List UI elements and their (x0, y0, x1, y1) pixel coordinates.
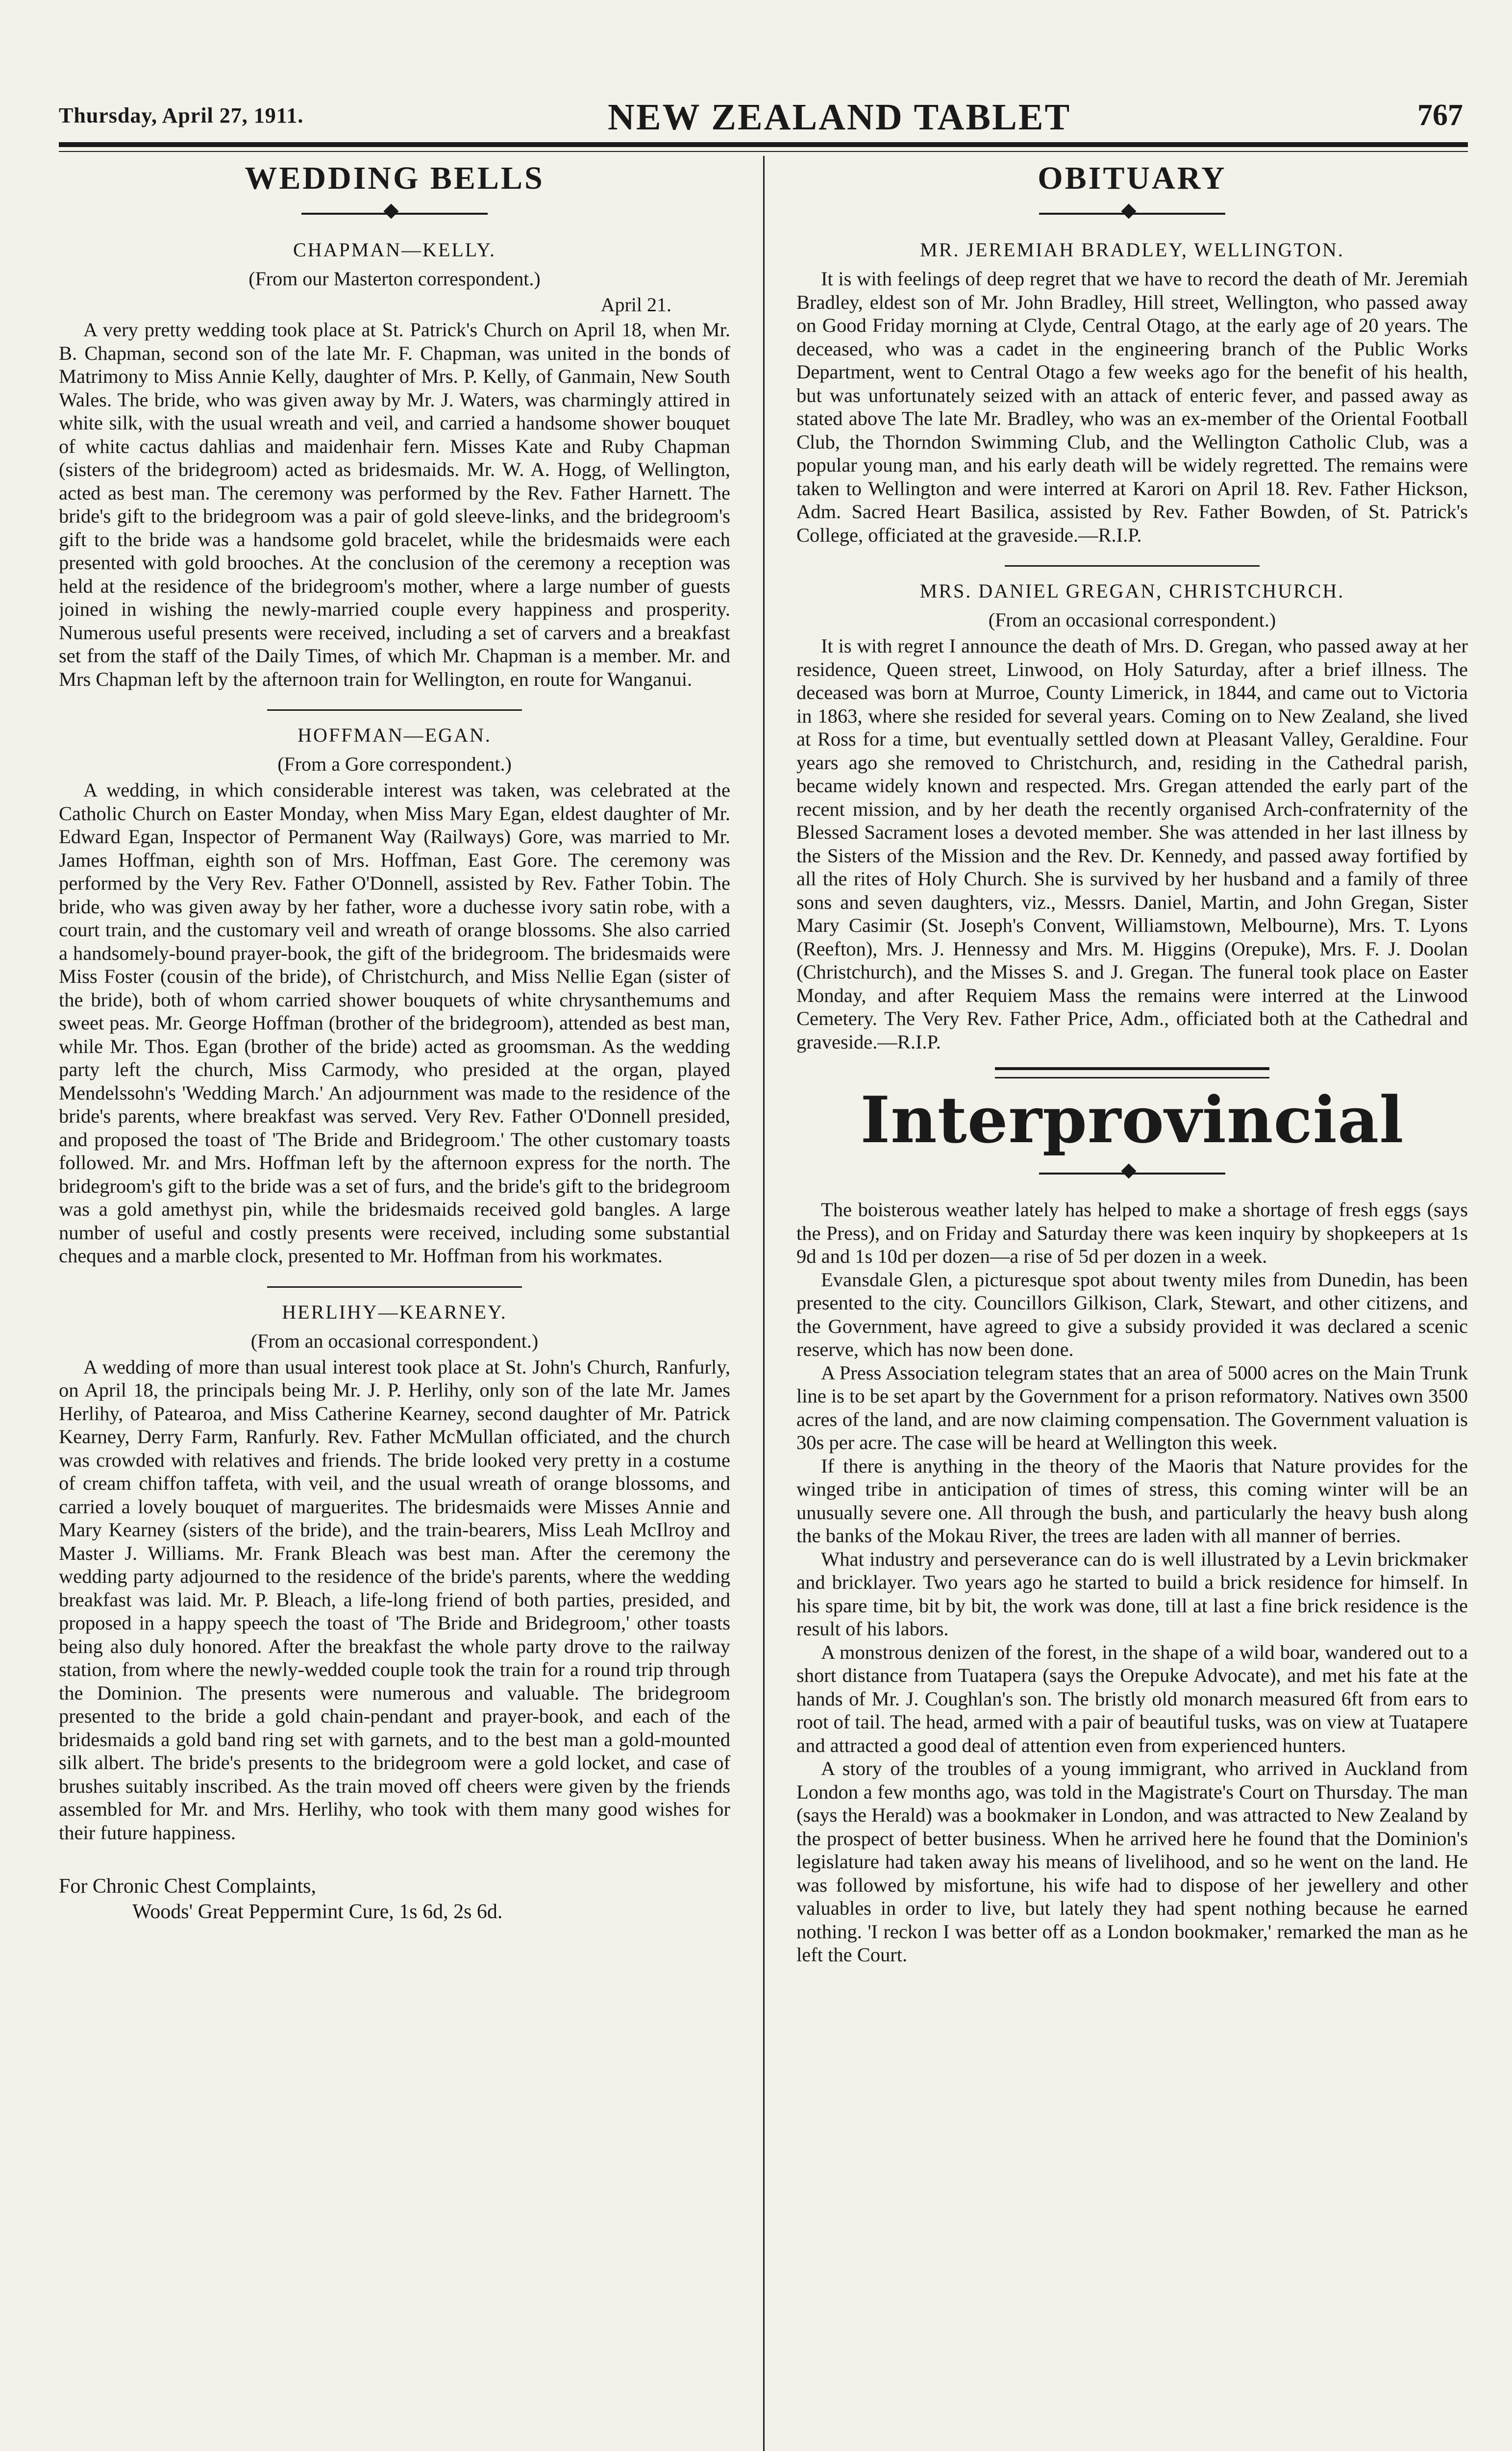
news-paragraph: What industry and perseverance can do is well illustrated by a Levin brickmaker and bricklayer. Two years ago he started to build a brick residence for himself. In his spare time, bit by bit, the work was done, till at last a fine brick residence is the result of his labors. (796, 1548, 1468, 1640)
page-number: 767 (1417, 99, 1463, 132)
article-separator (267, 709, 522, 711)
news-paragraph: A monstrous denizen of the forest, in the shape of a wild boar, wandered out to a short distance from Tuatapera (says the Orepuke Advocate), and met his fate at the hands of Mr. J. Coughlan's son. The bristly old monarch measured 6ft from ears to root of tail. The head, armed with a pair of beautiful tusks, was on view at Tuatapere and attracted a good deal of attention even from experienced hunters. (796, 1641, 1468, 1756)
article-byline: (From an occasional correspondent.) (250, 1329, 539, 1352)
advert-line-2: Woods' Great Peppermint Cure, 1s 6d, 2s 6d. (132, 1901, 503, 1923)
article-body: A wedding, in which considerable interest was taken, was celebrated at the Catholic Church on Easter Monday, when Miss Mary Egan, eldest daughter of Mr. Edward Egan, Inspector of Permanent Way (Railways) Gore, was married to Mr. James Hoffman, eighth son of Mrs. Hoffman, East Gore. The ceremony was performed by the Very Rev. Father O'Donnell, assisted by Rev. Father Tobin. The bride, who was given away by her father, wore a duchesse ivory satin robe, with a court train, and the customary veil and wreath of orange blossoms. She also carried a handsomely-bound prayer-book, the gift of the bridegroom. The bridesmaids were Miss Foster (cousin of the bride), of Christchurch, and Miss Nellie Egan (sister of the bride), both of whom carried shower bouquets of white chrysanthemums and sweet peas. Mr. George Hoffman (brother of the bridegroom), attended as best man, while Mr. Thos. Egan (brother of the bride) acted as groomsman. As the wedding party left the church, Miss Carmody, who presided at the organ, played Mendelssohn's 'Wedding March.' An adjournment was made to the residence of the bride's parents, where breakfast was served. Very Rev. Father O'Donnell presided, and proposed the toast of 'The Bride and Bridegroom.' The other customary toasts followed. Mr. and Mrs. Hoffman left by the afternoon express for the north. The bridegroom's gift to the bride was a set of furs, and the bride's gift to the bridegroom was a gold amethyst pin, while the bridesmaids received gold bangles. A large number of useful and costly presents were received, including some substantial cheques and a marble clock, presented to Mr. Hoffman from his workmates. (59, 779, 730, 1267)
article-separator (1005, 565, 1260, 567)
article-body: A very pretty wedding took place at St. Patrick's Church on April 18, when Mr. B. Chapman, second son of the late Mr. F. Chapman, was united in the bonds of Matrimony to Miss Annie Kelly, daughter of Mrs. P. Kelly, of Ganmain, New South Wales. The bride, who was given away by Mr. J. Waters, was charmingly attired in white silk, with the usual wreath and veil, and carried a handsome shower bouquet of white cactus dahlias and maidenhair fern. Misses Kate and Ruby Chapman (sisters of the bridegroom) acted as bridesmaids. Mr. W. A. Hogg, of Wellington, acted as best man. The ceremony was performed by the Rev. Father Harnett. The bride's gift to the bridegroom was a pair of gold sleeve-links, and the bridegroom's gift to the bride was a handsome gold bracelet, while the bridesmaids were each presented with gold brooches. At the conclusion of the ceremony a reception was held at the residence of the bridegroom's mother, where a large number of guests joined in wishing the newly-married couple every happiness and prosperity. Numerous useful presents were received, including a set of carvers and a breakfast set from the staff of the Daily Times, of which Mr. Chapman is a member. Mr. and Mrs Chapman left by the afternoon train for Wellington, en route for Wanganui. (59, 319, 730, 690)
article-byline: (From a Gore correspondent.) (277, 753, 512, 775)
wedding-bells-title: WEDDING BELLS (245, 160, 545, 196)
article-body: It is with regret I announce the death of Mrs. D. Gregan, who passed away at her residence, Queen street, Linwood, on Holy Saturday, after a brief illness. The deceased was born at Murroe, County Limerick, in 1844, and came out to Victoria in 1863, where she resided for several years. Coming on to New Zealand, she lived at Ross for a time, but eventually settled down at Pleasant Valley, Geraldine. Four years ago she removed to Christchurch, and, residing in the Cathedral parish, became widely known and respected. Mrs. Gregan attended the early part of the recent mission, and by her death the recently organised Arch-confraternity of the Blessed Sacrament loses a devoted member. She was attended in her last illness by the Sisters of the Mission and the Rev. Dr. Kennedy, and passed away fortified by all the rites of Holy Church. She is survived by her husband and a family of three sons and seven daughters, viz., Messrs. Daniel, Martin, and John Gregan, Sister Mary Casimir (St. Joseph's Convent, Williamstown, Melbourne), Mrs. T. Lyons (Reefton), Mrs. J. Hennessy and Mrs. M. Higgins (Orepuke), Mrs. F. J. Doolan (Christchurch), and the Misses S. and J. Gregan. The funeral took place on Easter Monday, and after Requiem Mass the remains were interred at the Linwood Cemetery. The Very Rev. Father Price, Adm., officiated both at the Cathedral and graveside.—R.I.P. (796, 635, 1468, 1053)
news-paragraph: If there is anything in the theory of the Maoris that Nature provides for the winged tribe in anticipation of times of stress, this coming winter will be an unusually severe one. All through the bush, and particularly the heavy bush along the banks of the Mokau River, the trees are laden with all manner of berries. (796, 1454, 1468, 1547)
article-heading: CHAPMAN—KELLY. (293, 239, 496, 261)
columns (59, 156, 1468, 2451)
article-separator (267, 1286, 522, 1288)
obituary-title: OBITUARY (1038, 160, 1227, 196)
obituary-bradley (796, 238, 1468, 547)
left-column (59, 156, 730, 2451)
issue-date: Thursday, April 27, 1911. (59, 103, 304, 127)
article-heading: MRS. DANIEL GREGAN, CHRISTCHURCH. (919, 580, 1345, 602)
article-chapman-kelly (59, 238, 730, 691)
article-hoffman-egan (59, 724, 730, 1268)
article-heading: HOFFMAN—EGAN. (297, 724, 492, 746)
newspaper-title: NEW ZEALAND TABLET (608, 97, 1071, 138)
article-heading: HERLIHY—KEARNEY. (282, 1301, 507, 1323)
ornament-divider (301, 206, 488, 221)
article-dateline: April 21. (600, 294, 671, 316)
masthead-rule (59, 151, 1468, 152)
column-rule (763, 156, 765, 2451)
masthead (59, 98, 1468, 147)
interprovincial-title: Interprovincial (860, 1082, 1404, 1157)
ornament-divider (1039, 206, 1225, 221)
advertisement (59, 1874, 730, 1925)
ornament-divider (1039, 1166, 1225, 1180)
article-herlihy-kearney (59, 1301, 730, 1845)
article-byline: (From an occasional correspondent.) (988, 609, 1276, 631)
article-heading: MR. JEREMIAH BRADLEY, WELLINGTON. (920, 239, 1344, 261)
interprovincial-items (796, 1198, 1468, 1967)
obituary-gregan (796, 579, 1468, 1053)
news-paragraph: The boisterous weather lately has helped to make a shortage of fresh eggs (says the Press), and on Friday and Saturday there was keen inquiry by shopkeepers at 1s 9d and 1s 10d per dozen—a rise of 5d per dozen in a week. (796, 1199, 1468, 1267)
section-separator (995, 1067, 1269, 1078)
advert-line-1: For Chronic Chest Complaints, (59, 1875, 316, 1898)
article-byline: (From our Masterton correspondent.) (248, 268, 541, 290)
right-column (796, 156, 1468, 2451)
news-paragraph: A story of the troubles of a young immigrant, who arrived in Auckland from London a few months ago, was told in the Magistrate's Court on Thursday. The man (says the Herald) was a bookmaker in London, and was attracted to New Zealand by the prospect of better business. When he arrived here he found that the Dominion's legislature had taken away his means of livelihood, and so he went on the land. He was followed by misfortune, his wife had to dispose of her jewellery and other valuables in order to live, but lately they had spent nothing because he earned nothing. 'I reckon I was better off as a London bookmaker,' remarked the man as he left the Court. (796, 1757, 1468, 1966)
news-paragraph: A Press Association telegram states that an area of 5000 acres on the Main Trunk line is to be set apart by the Government for a prison reformatory. Natives own 3500 acres of the land, and are now claiming compensation. The Government valuation is 30s per acre. The case will be heard at Wellington this week. (796, 1361, 1468, 1453)
article-body: A wedding of more than usual interest took place at St. John's Church, Ranfurly, on April 18, the principals being Mr. J. P. Herlihy, only son of the late Mr. James Herlihy, of Patearoa, and Miss Catherine Kearney, second daughter of Mr. Patrick Kearney, Derry Farm, Ranfurly. Rev. Father McMullan officiated, and the church was crowded with relatives and friends. The bride looked very pretty in a costume of cream chiffon taffeta, with veil, and the usual wreath of orange blossoms, and carried a lovely bouquet of marguerites. The bridesmaids were Misses Annie and Mary Kearney (sisters of the bride), and the train-bearers, Miss Leah McIlroy and Master J. Williams. Mr. Frank Bleach was best man. After the ceremony the wedding party adjourned to the residence of the bride's parents, where the wedding breakfast was laid. Mr. P. Bleach, a life-long friend of both parties, presided, and proposed in a happy speech the toast of 'The Bride and Bridegroom,' other toasts being also duly honored. After the breakfast the whole party drove to the railway station, from where the newly-wedded couple took the train for a round trip through the Dominion. The presents were numerous and valuable. The bridegroom presented to the bride a gold chain-pendant and prayer-book, and each of the bridesmaids a gold band ring set with garnets, and to the best man a gold-mounted silk albert. The bride's presents to the bridegroom were a gold locket, and case of brushes suitably inscribed. As the train moved off cheers were given by the friends assembled for Mr. and Mrs. Herlihy, who took with them many good wishes for their future happiness. (59, 1355, 730, 1844)
news-paragraph: Evansdale Glen, a picturesque spot about twenty miles from Dunedin, has been presented to the city. Councillors Gilkison, Clark, Stewart, and other citizens, and the Government, have agreed to give a subsidy provided it was declared a scenic reserve, which has now been done. (796, 1268, 1468, 1360)
article-body: It is with feelings of deep regret that we have to record the death of Mr. Jeremiah Bradley, eldest son of Mr. John Bradley, Hill street, Wellington, who passed away on Good Friday morning at Clyde, Central Otago, at the early age of 20 years. The deceased, who was a cadet in the engineering branch of the Public Works Department, went to Central Otago a few weeks ago for the benefit of his health, but was unfortunately seized with an attack of enteric fever, and passed away as stated above The late Mr. Bradley, who was an ex-member of the Oriental Football Club, the Thorndon Swimming Club, and the Wellington Catholic Club, was a popular young man, and his early death will be widely regretted. The remains were taken to Wellington and were interred at Karori on April 18. Rev. Father Hickson, Adm. Sacred Heart Basilica, assisted by Rev. Father Bowden, of St. Patrick's College, officiated at the graveside.—R.I.P. (796, 268, 1468, 546)
